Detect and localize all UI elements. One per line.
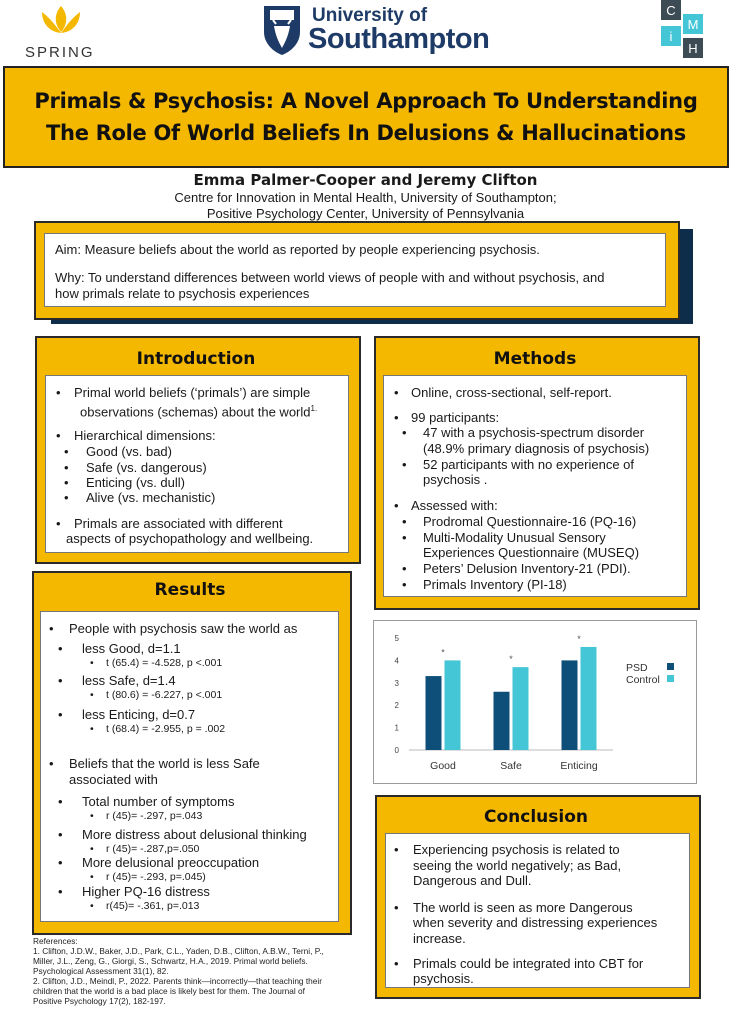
conclusion-b2-line3: increase. — [413, 931, 466, 946]
results-r3-stat-bullet: • — [90, 723, 94, 735]
methods-measure-bullet-1: • — [402, 514, 407, 529]
results-c4-stat: r(45)= -.361, p=.013 — [106, 900, 200, 912]
bar-psd-enticing — [562, 660, 578, 750]
authors: Emma Palmer-Cooper and Jeremy Clifton — [193, 171, 538, 189]
methods-measure-bullet-3: • — [402, 561, 407, 576]
bar-psd-safe — [494, 692, 510, 750]
y-tick-label: 5 — [394, 634, 399, 643]
reference-1-line3: Psychological Assessment 31(1), 82. — [33, 966, 169, 976]
results-b2-line2: associated with — [69, 772, 158, 787]
reference-1-line2: Miller, J.L., Zeng, G., Giorgi, S., Schwartz, H.A., 2019. Primal world beliefs. — [33, 956, 308, 966]
university-name-line2: Southampton — [308, 23, 490, 55]
methods-measure-bullet-2: • — [402, 530, 407, 545]
methods-bullet-3: • — [394, 498, 399, 513]
legend-label-control: Control — [626, 674, 660, 686]
methods-bullet-1: • — [394, 385, 399, 400]
methods-m1: Prodromal Questionnaire-16 (PQ-16) — [423, 514, 637, 529]
conclusion-b2-line2: when severity and distressing experiences — [413, 915, 658, 930]
results-r2-stat-bullet: • — [90, 689, 94, 701]
methods-m2-line2: Experiences Questionnaire (MUSEQ) — [423, 545, 640, 560]
methods-s1-line1: 47 with a psychosis-spectrum disorder — [423, 425, 645, 440]
results-c2: More distress about delusional thinking — [82, 827, 307, 842]
methods-b1: Online, cross-sectional, self-report. — [411, 385, 612, 400]
results-c4: Higher PQ-16 distress — [82, 884, 210, 899]
methods-heading: Methods — [493, 349, 577, 369]
results-c2-stat-bullet: • — [90, 843, 94, 855]
cimh-letter-c: C — [661, 0, 681, 20]
spring-text: SPRING — [25, 44, 95, 61]
intro-sub-bullet-3: • — [64, 475, 69, 490]
conclusion-b1-line3: Dangerous and Dull. — [413, 873, 532, 888]
poster-title-line1: Primals & Psychosis: A Novel Approach To Understanding — [34, 89, 698, 113]
results-c4-stat-bullet: • — [90, 900, 94, 912]
results-c3-stat-bullet: • — [90, 871, 94, 883]
reference-1-line1: 1. Clifton, J.D.W., Baker, J.D., Park, C.L., Yaden, D.B., Clifton, A.B.W., Terni, P., — [33, 946, 324, 956]
affiliation-line2: Positive Psychology Center, University of Pennsylvania — [206, 206, 525, 221]
university-name-line1: University of — [312, 5, 428, 26]
results-bar-chart — [373, 620, 695, 782]
methods-s2-line1: 52 participants with no experience of — [423, 457, 635, 472]
results-b2-line1: Beliefs that the world is less Safe — [69, 756, 260, 771]
reference-2-line2: children that the world is a bad place is likely best for them. The Journal of — [33, 986, 305, 996]
references-heading: References: — [33, 936, 78, 946]
y-tick-label: 3 — [394, 678, 399, 688]
reference-2-line1: 2. Clifton, J.D., Meindl, P., 2022. Parents think—incorrectly—that teaching their — [33, 976, 322, 986]
intro-sub-2: Safe (vs. dangerous) — [86, 460, 207, 475]
results-c2-stat: r (45)= -.287,p=.050 — [106, 843, 200, 855]
conclusion-b2-line1: The world is seen as more Dangerous — [413, 900, 633, 915]
results-r3: less Enticing, d=0.7 — [82, 707, 196, 722]
intro-b1-line2-text: observations (schemas) about the world — [80, 404, 311, 420]
university-crest-icon — [262, 4, 302, 56]
bar-psd-good — [426, 676, 442, 750]
methods-sub-bullet-1: • — [402, 425, 407, 440]
results-c4-bullet: • — [58, 884, 63, 899]
intro-bullet-3: • — [56, 516, 61, 531]
results-r1-bullet: • — [58, 641, 63, 656]
x-tick-label: Safe — [500, 760, 522, 772]
results-r1-stat-bullet: • — [90, 657, 94, 669]
results-heading: Results — [154, 580, 226, 600]
results-c1-bullet: • — [58, 794, 63, 809]
y-tick-label: 2 — [394, 701, 399, 711]
methods-s2-line2: psychosis . — [423, 472, 488, 487]
affiliation-line1: Centre for Innovation in Mental Health, University of Southampton; — [174, 190, 557, 205]
results-bullet-2: • — [49, 756, 54, 771]
conclusion-bullet-1: • — [394, 842, 399, 857]
intro-b3-line2: aspects of psychopathology and wellbeing. — [66, 531, 314, 546]
results-c2-bullet: • — [58, 827, 63, 842]
results-r2-bullet: • — [58, 673, 63, 688]
intro-bullet-2: • — [56, 428, 61, 443]
cimh-letter-m: M — [683, 14, 703, 34]
results-c3-bullet: • — [58, 855, 63, 870]
lotus-icon — [36, 2, 86, 38]
intro-bullet-1: • — [56, 385, 61, 400]
cimh-letter-h: H — [683, 38, 703, 58]
methods-m3: Peters’ Delusion Inventory-21 (PDI). — [423, 561, 631, 576]
introduction-heading: Introduction — [136, 349, 256, 369]
significance-marker: * — [577, 633, 581, 644]
bar-control-enticing — [581, 647, 597, 750]
university-logo — [262, 4, 532, 60]
intro-sub-bullet-1: • — [64, 444, 69, 459]
aim-text: Aim: Measure beliefs about the world as reported by people experiencing psychosis. — [55, 242, 540, 257]
intro-sub-1: Good (vs. bad) — [86, 444, 172, 459]
methods-s1-line2: (48.9% primary diagnosis of psychosis) — [423, 441, 650, 456]
methods-measure-bullet-4: • — [402, 577, 407, 592]
why-text-line1: Why: To understand differences between world views of people with and without psychosis, and — [55, 270, 605, 285]
results-r1: less Good, d=1.1 — [82, 641, 181, 656]
intro-b1-superscript: 1. — [310, 404, 318, 413]
intro-b1-line2 — [80, 401, 317, 419]
conclusion-b1-line2: seeing the world negatively; as Bad, — [413, 858, 622, 873]
bar-control-good — [445, 660, 461, 750]
conclusion-b3-line2: psychosis. — [413, 971, 474, 986]
x-tick-label: Enticing — [560, 760, 598, 772]
cimh-letter-i: i — [661, 26, 681, 46]
intro-sub-4: Alive (vs. mechanistic) — [86, 490, 216, 505]
methods-m2-line1: Multi-Modality Unusual Sensory — [423, 530, 606, 545]
legend-label-psd: PSD — [626, 662, 648, 674]
results-c1-stat-bullet: • — [90, 810, 94, 822]
intro-sub-bullet-4: • — [64, 490, 69, 505]
results-c1: Total number of symptoms — [82, 794, 235, 809]
intro-sub-bullet-2: • — [64, 460, 69, 475]
methods-b2: 99 participants: — [411, 410, 500, 425]
significance-marker: * — [509, 654, 513, 665]
significance-marker: * — [441, 647, 445, 658]
methods-bullet-2: • — [394, 410, 399, 425]
results-r2: less Safe, d=1.4 — [82, 673, 176, 688]
results-r2-stat: t (80.6) = -6.227, p <.001 — [106, 689, 223, 701]
intro-b3-line1: Primals are associated with different — [74, 516, 283, 531]
conclusion-heading: Conclusion — [484, 807, 588, 827]
conclusion-bullet-2: • — [394, 900, 399, 915]
x-tick-label: Good — [430, 760, 456, 772]
intro-b2: Hierarchical dimensions: — [74, 428, 216, 443]
conclusion-b3-line1: Primals could be integrated into CBT for — [413, 956, 644, 971]
results-r3-stat: t (68.4) = -2.955, p = .002 — [106, 723, 226, 735]
methods-b3: Assessed with: — [411, 498, 498, 513]
legend-swatch-control — [667, 675, 674, 682]
cimh-logo — [661, 0, 705, 60]
methods-m4: Primals Inventory (PI-18) — [423, 577, 567, 592]
poster-title-line2: The Role Of World Beliefs In Delusions & Hallucinations — [46, 121, 686, 145]
conclusion-bullet-3: • — [394, 956, 399, 971]
results-c1-stat: r (45)= -.297, p=.043 — [106, 810, 203, 822]
conclusion-b1-line1: Experiencing psychosis is related to — [413, 842, 620, 857]
intro-sub-3: Enticing (vs. dull) — [86, 475, 185, 490]
why-text-line2: how primals relate to psychosis experiences — [55, 286, 310, 301]
title-banner — [3, 66, 729, 168]
spring-logo — [22, 2, 102, 62]
results-c3: More delusional preoccupation — [82, 855, 260, 870]
legend-swatch-psd — [667, 663, 674, 670]
intro-b1-line1: Primal world beliefs (‘primals’) are simple — [74, 385, 311, 400]
results-r3-bullet: • — [58, 707, 63, 722]
results-c3-stat: r (45)= -.293, p=.045) — [106, 871, 206, 883]
reference-2-line3: Positive Psychology 17(2), 182-197. — [33, 996, 166, 1006]
y-tick-label: 0 — [394, 746, 399, 755]
y-tick-label: 1 — [394, 723, 399, 733]
results-r1-stat: t (65.4) = -4.528, p <.001 — [106, 657, 223, 669]
methods-sub-bullet-2: • — [402, 457, 407, 472]
y-tick-label: 4 — [394, 656, 399, 666]
results-bullet-1: • — [49, 621, 54, 636]
bar-control-safe — [513, 667, 529, 750]
results-b1: People with psychosis saw the world as — [69, 621, 298, 636]
